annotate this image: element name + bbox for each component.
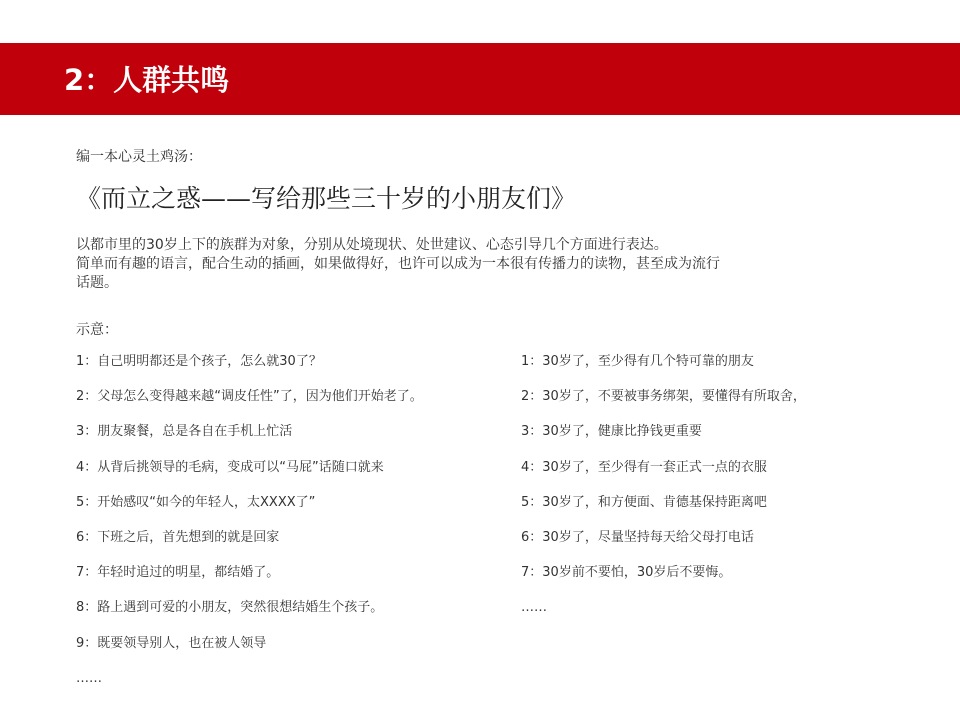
advice-item: 2：30岁了，不要被事务绑架，要懂得有所取舍， — [521, 389, 806, 405]
situation-item: 5：开始感叹“如今的年轻人，太XXXX了” — [76, 494, 316, 510]
description-line: 话题。 — [76, 275, 118, 291]
situation-item: 4：从背后挑领导的毛病，变成可以“马屁”话随口就来 — [76, 459, 384, 475]
description-line: 以都市里的30岁上下的族群为对象，分别从处境现状、处世建议、心态引导几个方面进行表达。 — [76, 237, 668, 253]
situation-item: 2：父母怎么变得越来越“调皮任性”了，因为他们开始老了。 — [76, 389, 423, 405]
list-ellipsis: …… — [76, 670, 102, 686]
advice-item: 7：30岁前不要怕，30岁后不要悔。 — [521, 565, 732, 581]
situation-item: 9：既要领导别人，也在被人领导 — [76, 635, 267, 651]
situation-item: 3：朋友聚餐，总是各自在手机上忙活 — [76, 424, 293, 440]
advice-item: 6：30岁了，尽量坚持每天给父母打电话 — [521, 529, 754, 545]
advice-item: 5：30岁了，和方便面、肯德基保持距离吧 — [521, 494, 767, 510]
advice-item: 4：30岁了，至少得有一套正式一点的衣服 — [521, 459, 767, 475]
advice-item: 1：30岁了，至少得有几个特可靠的朋友 — [521, 354, 754, 369]
list-ellipsis: …… — [521, 600, 547, 616]
situation-item: 7：年轻时追过的明星，都结婚了。 — [76, 565, 280, 581]
intro-label: 编一本心灵土鸡汤： — [76, 149, 202, 165]
book-title: 《而立之惑——写给那些三十岁的小朋友们》 — [76, 184, 577, 213]
situation-list — [76, 353, 506, 705]
situation-item: 6：下班之后，首先想到的就是回家 — [76, 529, 280, 545]
advice-item: 3：30岁了，健康比挣钱更重要 — [521, 424, 702, 440]
situation-item: 8：路上遇到可爱的小朋友，突然很想结婚生个孩子。 — [76, 600, 384, 616]
description — [76, 236, 836, 293]
page-title: 2：人群共鸣 — [64, 63, 230, 97]
situation-item: 1：自己明明都还是个孩子，怎么就30了？ — [76, 354, 322, 369]
description-line: 简单而有趣的语言，配合生动的插画，如果做得好，也许可以成为一本很有传播力的读物，甚至成为流行 — [76, 256, 720, 272]
advice-list — [521, 353, 941, 635]
example-label: 示意： — [76, 322, 118, 338]
